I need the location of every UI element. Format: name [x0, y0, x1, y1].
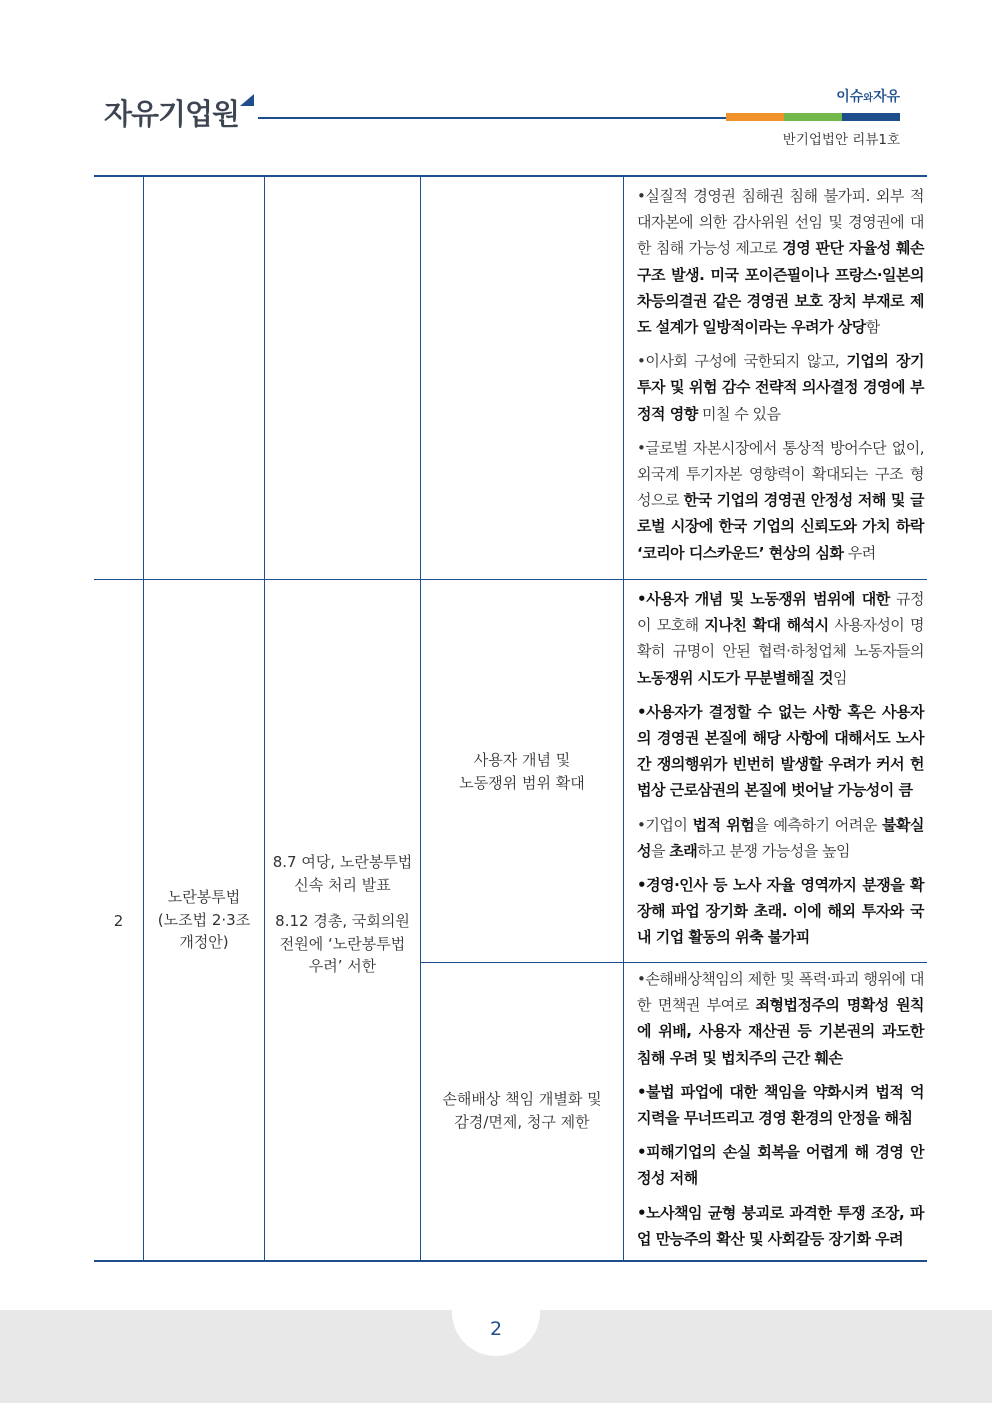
bullet-text: 사용자성이 명확히 규명이 안된 협력·하청업체 노동자들의: [637, 616, 924, 661]
continued-row-bullets: [637, 183, 924, 574]
header-bar-orange: [726, 113, 784, 121]
table-col-divider: [623, 175, 624, 1261]
sub-issue-title-a: [421, 749, 623, 794]
event-line: 8.7 여당, 노란봉투법: [272, 853, 413, 871]
bullet-text: •실질적 경영권 침해권 침해 불가피. 외부 적대자본에 의한 감사위원 선임 및 경영권에 대한 침해 가능성 제고로: [637, 187, 924, 258]
law-name-cell: [144, 886, 264, 954]
bullet-item: [637, 872, 924, 951]
logo-mark-icon: [240, 94, 254, 106]
sub-issue-b-bullets: [637, 966, 924, 1260]
issue-label: 이슈와자유: [836, 89, 900, 105]
table-rule-row: [94, 579, 927, 580]
event-spacer: [265, 896, 420, 910]
sub-issue-title-line: 손해배상 책임 개별화 및: [442, 1090, 602, 1108]
bullet-text-bold: 법적 위험: [692, 815, 755, 834]
law-name-line: 개정안): [179, 933, 229, 951]
bullet-text-bold: 죄형법정주의 명확성 원칙에 위배, 사용자 재산권 등 기본권의 과도한 침해 우려 및 법치주의 근간 훼손: [637, 996, 924, 1067]
sub-issue-title-line: 노동쟁위 범위 확대: [459, 773, 585, 792]
sub-issue-a-bullets: [637, 586, 924, 959]
bullet-item: [637, 435, 924, 566]
bullet-text: •이사회 구성에 국한되지 않고,: [637, 352, 847, 371]
header-bar-blue: [842, 113, 900, 121]
bullet-text: 을 예측하기 어려운: [754, 815, 883, 834]
table-rule-bottom: [94, 1260, 927, 1262]
bullet-item: [637, 966, 924, 1071]
bullet-text: 하고 분쟁 가능성을 높임: [697, 841, 850, 860]
event-line: 8.12 경총, 국회의원: [275, 912, 410, 930]
bullet-text-bold: 불확실성: [637, 815, 924, 860]
events-cell: [265, 851, 420, 978]
row-number: 2: [113, 912, 124, 930]
table-col-divider: [143, 175, 144, 1261]
bullet-text: •기업이: [637, 815, 693, 834]
page-number: 2: [489, 1318, 503, 1340]
sub-issue-title-line: 사용자 개념 및: [473, 751, 571, 769]
bullet-text-bold: 초래: [669, 841, 698, 860]
bullet-text: •손해배상책임의 제한 및 폭력·파괴 행위에 대한 면책권 부여로: [637, 970, 924, 1015]
law-name-line: (노조법 2·3조: [157, 910, 251, 929]
bullet-text: 규정이 모호해: [637, 590, 924, 635]
bullet-item: [637, 1200, 924, 1252]
bullet-item: [637, 1139, 924, 1191]
bullet-item: [637, 586, 924, 691]
bullet-text-bold: 기업의 장기 투자 및 위험 감수 전략적 의사결정 경영에 부정적 영향: [637, 352, 924, 423]
sub-issue-title-b: [421, 1088, 623, 1133]
bullet-text-bold: •경영·인사 등 노사 자율 영역까지 분쟁을 확장해 파업 장기화 초래. 이에 해외 투자와 국내 기업 활동의 위축 불가피: [637, 876, 924, 947]
document-subtitle: 반기업법안 리뷰1호: [782, 132, 900, 148]
bullet-text-bold: 노동쟁위 시도가 무분별해질 것: [637, 668, 834, 687]
bullet-item: [637, 348, 924, 427]
sub-issue-title-line: 감경/면제, 청구 제한: [454, 1112, 590, 1131]
bullet-text: 미칠 수 있음: [697, 404, 781, 423]
bullet-text-bold: •사용자 개념 및 노동쟁위 범위에 대한: [637, 590, 890, 608]
bullet-text-bold: 경영 판단 자율성 훼손 구조 발생. 미국 포이즌필이나 프랑스·일본의 차등의결권 같은 경영권 보호 장치 부재로 제도 설계가 일방적이라는 우려가 상당: [637, 239, 924, 337]
bullet-text: 우려: [843, 543, 876, 562]
bullet-text-bold: •사용자가 결정할 수 없는 사항 혹은 사용자의 경영권 본질에 해당 사항에 대해서도 노사 간 쟁의행위가 빈번히 발생할 우려가 커서 헌법상 근로삼권의 본질에 벗어날 가능성이 큼: [637, 702, 924, 800]
law-name-line: 노란봉투법: [167, 888, 241, 906]
bullet-text: 을: [651, 841, 670, 860]
table-col-divider: [264, 175, 265, 1261]
bullet-text: 임: [833, 668, 848, 687]
bullet-text: 함: [865, 318, 880, 337]
table-rule-subrow: [420, 962, 927, 963]
event-line: 우려’ 서한: [308, 957, 377, 975]
table-rule-top: [94, 175, 927, 177]
header-rule: [258, 117, 726, 119]
bullet-text-bold: 지나친 확대 해석시: [704, 616, 829, 635]
bullet-item: [637, 1079, 924, 1131]
bullet-item: [637, 699, 924, 804]
bullet-text-bold: •불법 파업에 대한 책임을 약화시켜 법적 억지력을 무너뜨리고 경영 환경의 안정을 해침: [637, 1082, 924, 1128]
bullet-text-bold: 한국 기업의 경영권 안정성 저해 및 글로벌 시장에 한국 기업의 신뢰도와 가치 하락 ‘코리아 디스카운드’ 현상의 심화: [637, 491, 924, 562]
bullet-text-bold: •피해기업의 손실 회복을 어렵게 해 경영 안정성 저해: [637, 1143, 924, 1188]
bullet-text-bold: •노사책임 균형 붕괴로 과격한 투쟁 조장, 파업 만능주의 확산 및 사회갈등 장기화 우려: [637, 1203, 924, 1248]
header-bar-green: [784, 113, 842, 121]
bullet-item: [637, 183, 924, 340]
event-line: 신속 처리 발표: [294, 875, 391, 894]
bullet-text: •글로벌 자본시장에서 통상적 방어수단 없이, 외국계 투기자본 영향력이 확대되는 구조 형성으로: [637, 438, 924, 510]
bullet-item: [637, 812, 924, 864]
logo: 자유기업원: [104, 97, 240, 131]
event-line: 전원에 ‘노란봉투법: [279, 934, 406, 953]
